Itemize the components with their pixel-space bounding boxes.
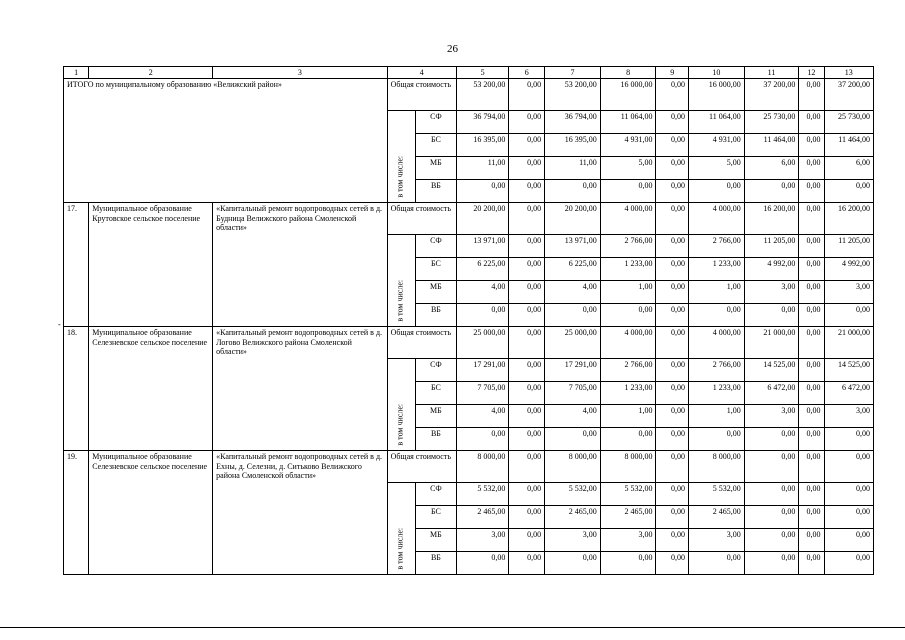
value-cell: 5,00 xyxy=(689,157,745,180)
value-cell: 4,00 xyxy=(545,405,601,428)
value-cell: 0,00 xyxy=(656,134,689,157)
value-cell: 13 971,00 xyxy=(545,235,601,258)
source-code: МБ xyxy=(415,405,456,428)
value-cell: 16 200,00 xyxy=(744,203,799,235)
value-cell: 0,00 xyxy=(689,180,745,203)
value-cell: 0,00 xyxy=(656,327,689,359)
value-cell: 0,00 xyxy=(656,529,689,552)
total-row xyxy=(64,327,874,359)
value-cell: 11 205,00 xyxy=(744,235,799,258)
header-cell: 7 xyxy=(545,67,601,79)
header-row xyxy=(64,67,874,79)
value-cell: 11,00 xyxy=(545,157,601,180)
source-code: МБ xyxy=(415,157,456,180)
header-cell: 4 xyxy=(387,67,456,79)
value-cell: 0,00 xyxy=(799,304,824,327)
value-cell: 5,00 xyxy=(600,157,656,180)
value-cell: 11,00 xyxy=(456,157,509,180)
value-cell: 0,00 xyxy=(799,382,824,405)
total-row xyxy=(64,203,874,235)
header-cell: 6 xyxy=(509,67,545,79)
value-cell: 25 000,00 xyxy=(456,327,509,359)
value-cell: 0,00 xyxy=(656,180,689,203)
header-cell: 12 xyxy=(799,67,824,79)
header-cell: 9 xyxy=(656,67,689,79)
value-cell: 1 233,00 xyxy=(600,382,656,405)
value-cell: 3,00 xyxy=(744,405,799,428)
source-code: БС xyxy=(415,258,456,281)
bottom-rule xyxy=(0,627,905,628)
value-cell: 1 233,00 xyxy=(600,258,656,281)
total-cost-label: Общая стоимость xyxy=(387,327,456,359)
object-name: «Капитальный ремонт водопроводных сетей в д. Ехны, д. Селезни, д. Ситьково Велижского района Смоленской области» xyxy=(213,451,387,575)
value-cell: 6 472,00 xyxy=(824,382,873,405)
header-cell: 11 xyxy=(744,67,799,79)
value-cell: 0,00 xyxy=(656,111,689,134)
vertical-label xyxy=(387,483,415,575)
value-cell: 0,00 xyxy=(799,79,824,111)
entry-number: 18. xyxy=(64,327,89,451)
value-cell: 3,00 xyxy=(824,281,873,304)
source-code: СФ xyxy=(415,359,456,382)
municipality-name: Муниципальное образование Селезневское сельское поселение xyxy=(89,451,213,575)
value-cell: 0,00 xyxy=(799,327,824,359)
value-cell: 6,00 xyxy=(824,157,873,180)
value-cell: 0,00 xyxy=(824,428,873,451)
value-cell: 7 705,00 xyxy=(545,382,601,405)
value-cell: 0,00 xyxy=(799,157,824,180)
value-cell: 0,00 xyxy=(744,428,799,451)
value-cell: 4,00 xyxy=(456,405,509,428)
value-cell: 1 233,00 xyxy=(689,382,745,405)
vertical-label xyxy=(387,359,415,451)
total-cost-label: Общая стоимость xyxy=(387,451,456,483)
value-cell: 0,00 xyxy=(744,180,799,203)
value-cell: 0,00 xyxy=(744,451,799,483)
value-cell: 14 525,00 xyxy=(744,359,799,382)
value-cell: 2 465,00 xyxy=(456,506,509,529)
source-code: ВБ xyxy=(415,180,456,203)
value-cell: 0,00 xyxy=(656,79,689,111)
value-cell: 0,00 xyxy=(509,281,545,304)
value-cell: 0,00 xyxy=(799,552,824,575)
header-cell: 8 xyxy=(600,67,656,79)
value-cell: 11 205,00 xyxy=(824,235,873,258)
page-number: 26 xyxy=(447,43,458,55)
value-cell: 6,00 xyxy=(744,157,799,180)
value-cell: 11 464,00 xyxy=(744,134,799,157)
value-cell: 2 465,00 xyxy=(600,506,656,529)
value-cell: 1,00 xyxy=(689,281,745,304)
value-cell: 0,00 xyxy=(456,180,509,203)
margin-mark: - xyxy=(58,320,61,329)
value-cell: 0,00 xyxy=(509,552,545,575)
source-code: МБ xyxy=(415,529,456,552)
value-cell: 0,00 xyxy=(824,483,873,506)
value-cell: 13 971,00 xyxy=(456,235,509,258)
value-cell: 3,00 xyxy=(456,529,509,552)
value-cell: 0,00 xyxy=(456,428,509,451)
entry-number: 19. xyxy=(64,451,89,575)
value-cell: 0,00 xyxy=(509,359,545,382)
value-cell: 25 730,00 xyxy=(744,111,799,134)
value-cell: 0,00 xyxy=(656,304,689,327)
value-cell: 6 472,00 xyxy=(744,382,799,405)
value-cell: 4,00 xyxy=(545,281,601,304)
object-name: «Капитальный ремонт водопроводных сетей в д. Логово Велижского района Смоленской области» xyxy=(213,327,387,451)
value-cell: 37 200,00 xyxy=(744,79,799,111)
value-cell: 0,00 xyxy=(456,304,509,327)
source-code: БС xyxy=(415,382,456,405)
value-cell: 0,00 xyxy=(824,451,873,483)
header-cell: 2 xyxy=(89,67,213,79)
value-cell: 0,00 xyxy=(656,281,689,304)
total-label: ИТОГО по муниципальному образованию «Велижский район» xyxy=(64,79,388,203)
source-code: ВБ xyxy=(415,304,456,327)
value-cell: 11 464,00 xyxy=(824,134,873,157)
value-cell: 4 000,00 xyxy=(600,327,656,359)
funding-table xyxy=(63,66,874,575)
value-cell: 8 000,00 xyxy=(456,451,509,483)
value-cell: 8 000,00 xyxy=(545,451,601,483)
value-cell: 11 064,00 xyxy=(689,111,745,134)
value-cell: 0,00 xyxy=(509,235,545,258)
value-cell: 0,00 xyxy=(509,180,545,203)
vertical-label-text: в том числе: xyxy=(395,156,405,198)
value-cell: 7 705,00 xyxy=(456,382,509,405)
value-cell: 11 064,00 xyxy=(600,111,656,134)
value-cell: 1 233,00 xyxy=(689,258,745,281)
source-code: СФ xyxy=(415,483,456,506)
value-cell: 0,00 xyxy=(509,529,545,552)
value-cell: 0,00 xyxy=(656,506,689,529)
value-cell: 25 000,00 xyxy=(545,327,601,359)
value-cell: 2 766,00 xyxy=(600,359,656,382)
value-cell: 2 766,00 xyxy=(600,235,656,258)
value-cell: 0,00 xyxy=(799,180,824,203)
value-cell: 3,00 xyxy=(744,281,799,304)
object-name: «Капитальный ремонт водопроводных сетей в д. Будница Велижского района Смоленской области» xyxy=(213,203,387,327)
value-cell: 0,00 xyxy=(744,529,799,552)
value-cell: 16 200,00 xyxy=(824,203,873,235)
value-cell: 0,00 xyxy=(824,180,873,203)
value-cell: 16 395,00 xyxy=(456,134,509,157)
value-cell: 0,00 xyxy=(799,111,824,134)
vertical-label-text: в том числе: xyxy=(395,404,405,446)
value-cell: 4 931,00 xyxy=(689,134,745,157)
vertical-label xyxy=(387,235,415,327)
value-cell: 0,00 xyxy=(799,529,824,552)
value-cell: 4 000,00 xyxy=(689,327,745,359)
value-cell: 0,00 xyxy=(509,428,545,451)
total-cost-label: Общая стоимость xyxy=(387,79,456,111)
value-cell: 17 291,00 xyxy=(456,359,509,382)
value-cell: 0,00 xyxy=(656,157,689,180)
value-cell: 0,00 xyxy=(824,529,873,552)
value-cell: 0,00 xyxy=(744,483,799,506)
value-cell: 0,00 xyxy=(509,451,545,483)
value-cell: 0,00 xyxy=(744,552,799,575)
value-cell: 16 000,00 xyxy=(600,79,656,111)
value-cell: 0,00 xyxy=(509,382,545,405)
value-cell: 5 532,00 xyxy=(689,483,745,506)
value-cell: 3,00 xyxy=(545,529,601,552)
value-cell: 1,00 xyxy=(689,405,745,428)
value-cell: 0,00 xyxy=(744,304,799,327)
value-cell: 8 000,00 xyxy=(689,451,745,483)
value-cell: 0,00 xyxy=(656,451,689,483)
header-cell: 1 xyxy=(64,67,89,79)
value-cell: 0,00 xyxy=(799,281,824,304)
total-cost-label: Общая стоимость xyxy=(387,203,456,235)
header-cell: 10 xyxy=(689,67,745,79)
source-code: ВБ xyxy=(415,552,456,575)
value-cell: 0,00 xyxy=(656,258,689,281)
value-cell: 0,00 xyxy=(656,235,689,258)
header-cell: 13 xyxy=(824,67,873,79)
value-cell: 4 931,00 xyxy=(600,134,656,157)
value-cell: 0,00 xyxy=(799,506,824,529)
value-cell: 21 000,00 xyxy=(824,327,873,359)
value-cell: 5 532,00 xyxy=(456,483,509,506)
value-cell: 5 532,00 xyxy=(600,483,656,506)
value-cell: 6 225,00 xyxy=(456,258,509,281)
total-row xyxy=(64,451,874,483)
value-cell: 21 000,00 xyxy=(744,327,799,359)
value-cell: 0,00 xyxy=(509,203,545,235)
value-cell: 3,00 xyxy=(824,405,873,428)
value-cell: 0,00 xyxy=(799,428,824,451)
value-cell: 0,00 xyxy=(509,134,545,157)
municipality-name: Муниципальное образование Крутовское сельское поселение xyxy=(89,203,213,327)
value-cell: 4 992,00 xyxy=(744,258,799,281)
value-cell: 16 000,00 xyxy=(689,79,745,111)
value-cell: 3,00 xyxy=(689,529,745,552)
source-code: ВБ xyxy=(415,428,456,451)
value-cell: 0,00 xyxy=(600,428,656,451)
value-cell: 0,00 xyxy=(545,304,601,327)
value-cell: 2 465,00 xyxy=(689,506,745,529)
value-cell: 0,00 xyxy=(656,552,689,575)
value-cell: 0,00 xyxy=(545,552,601,575)
value-cell: 0,00 xyxy=(509,304,545,327)
value-cell: 4 000,00 xyxy=(689,203,745,235)
value-cell: 6 225,00 xyxy=(545,258,601,281)
entry-number: 17. xyxy=(64,203,89,327)
value-cell: 0,00 xyxy=(656,405,689,428)
total-row xyxy=(64,79,874,111)
value-cell: 0,00 xyxy=(799,134,824,157)
value-cell: 0,00 xyxy=(656,203,689,235)
value-cell: 8 000,00 xyxy=(600,451,656,483)
source-code: БС xyxy=(415,134,456,157)
value-cell: 0,00 xyxy=(545,180,601,203)
vertical-label-text: в том числе: xyxy=(395,280,405,322)
value-cell: 0,00 xyxy=(799,258,824,281)
value-cell: 2 465,00 xyxy=(545,506,601,529)
value-cell: 0,00 xyxy=(689,304,745,327)
source-code: МБ xyxy=(415,281,456,304)
header-cell: 5 xyxy=(456,67,509,79)
value-cell: 0,00 xyxy=(600,552,656,575)
value-cell: 0,00 xyxy=(799,359,824,382)
value-cell: 17 291,00 xyxy=(545,359,601,382)
value-cell: 2 766,00 xyxy=(689,359,745,382)
vertical-label-text: в том числе: xyxy=(395,528,405,570)
value-cell: 0,00 xyxy=(656,382,689,405)
value-cell: 0,00 xyxy=(509,111,545,134)
value-cell: 0,00 xyxy=(509,79,545,111)
vertical-label xyxy=(387,111,415,203)
value-cell: 0,00 xyxy=(744,506,799,529)
value-cell: 0,00 xyxy=(509,405,545,428)
value-cell: 0,00 xyxy=(656,359,689,382)
value-cell: 5 532,00 xyxy=(545,483,601,506)
value-cell: 0,00 xyxy=(509,483,545,506)
value-cell: 0,00 xyxy=(824,506,873,529)
value-cell: 0,00 xyxy=(799,451,824,483)
value-cell: 37 200,00 xyxy=(824,79,873,111)
value-cell: 53 200,00 xyxy=(456,79,509,111)
source-code: БС xyxy=(415,506,456,529)
value-cell: 4,00 xyxy=(456,281,509,304)
value-cell: 16 395,00 xyxy=(545,134,601,157)
value-cell: 36 794,00 xyxy=(545,111,601,134)
value-cell: 2 766,00 xyxy=(689,235,745,258)
value-cell: 0,00 xyxy=(509,506,545,529)
value-cell: 0,00 xyxy=(456,552,509,575)
value-cell: 53 200,00 xyxy=(545,79,601,111)
value-cell: 4 992,00 xyxy=(824,258,873,281)
value-cell: 0,00 xyxy=(799,203,824,235)
source-code: СФ xyxy=(415,235,456,258)
value-cell: 0,00 xyxy=(600,180,656,203)
value-cell: 0,00 xyxy=(799,405,824,428)
value-cell: 3,00 xyxy=(600,529,656,552)
value-cell: 0,00 xyxy=(799,483,824,506)
value-cell: 0,00 xyxy=(509,157,545,180)
value-cell: 0,00 xyxy=(689,552,745,575)
source-code: СФ xyxy=(415,111,456,134)
value-cell: 0,00 xyxy=(509,258,545,281)
header-cell: 3 xyxy=(213,67,387,79)
value-cell: 4 000,00 xyxy=(600,203,656,235)
value-cell: 0,00 xyxy=(656,428,689,451)
value-cell: 25 730,00 xyxy=(824,111,873,134)
value-cell: 1,00 xyxy=(600,405,656,428)
value-cell: 0,00 xyxy=(824,304,873,327)
value-cell: 0,00 xyxy=(600,304,656,327)
value-cell: 14 525,00 xyxy=(824,359,873,382)
value-cell: 0,00 xyxy=(509,327,545,359)
value-cell: 1,00 xyxy=(600,281,656,304)
value-cell: 0,00 xyxy=(824,552,873,575)
value-cell: 0,00 xyxy=(545,428,601,451)
municipality-name: Муниципальное образование Селезневское сельское поселение xyxy=(89,327,213,451)
value-cell: 20 200,00 xyxy=(456,203,509,235)
value-cell: 0,00 xyxy=(656,483,689,506)
value-cell: 36 794,00 xyxy=(456,111,509,134)
value-cell: 0,00 xyxy=(799,235,824,258)
value-cell: 20 200,00 xyxy=(545,203,601,235)
value-cell: 0,00 xyxy=(689,428,745,451)
